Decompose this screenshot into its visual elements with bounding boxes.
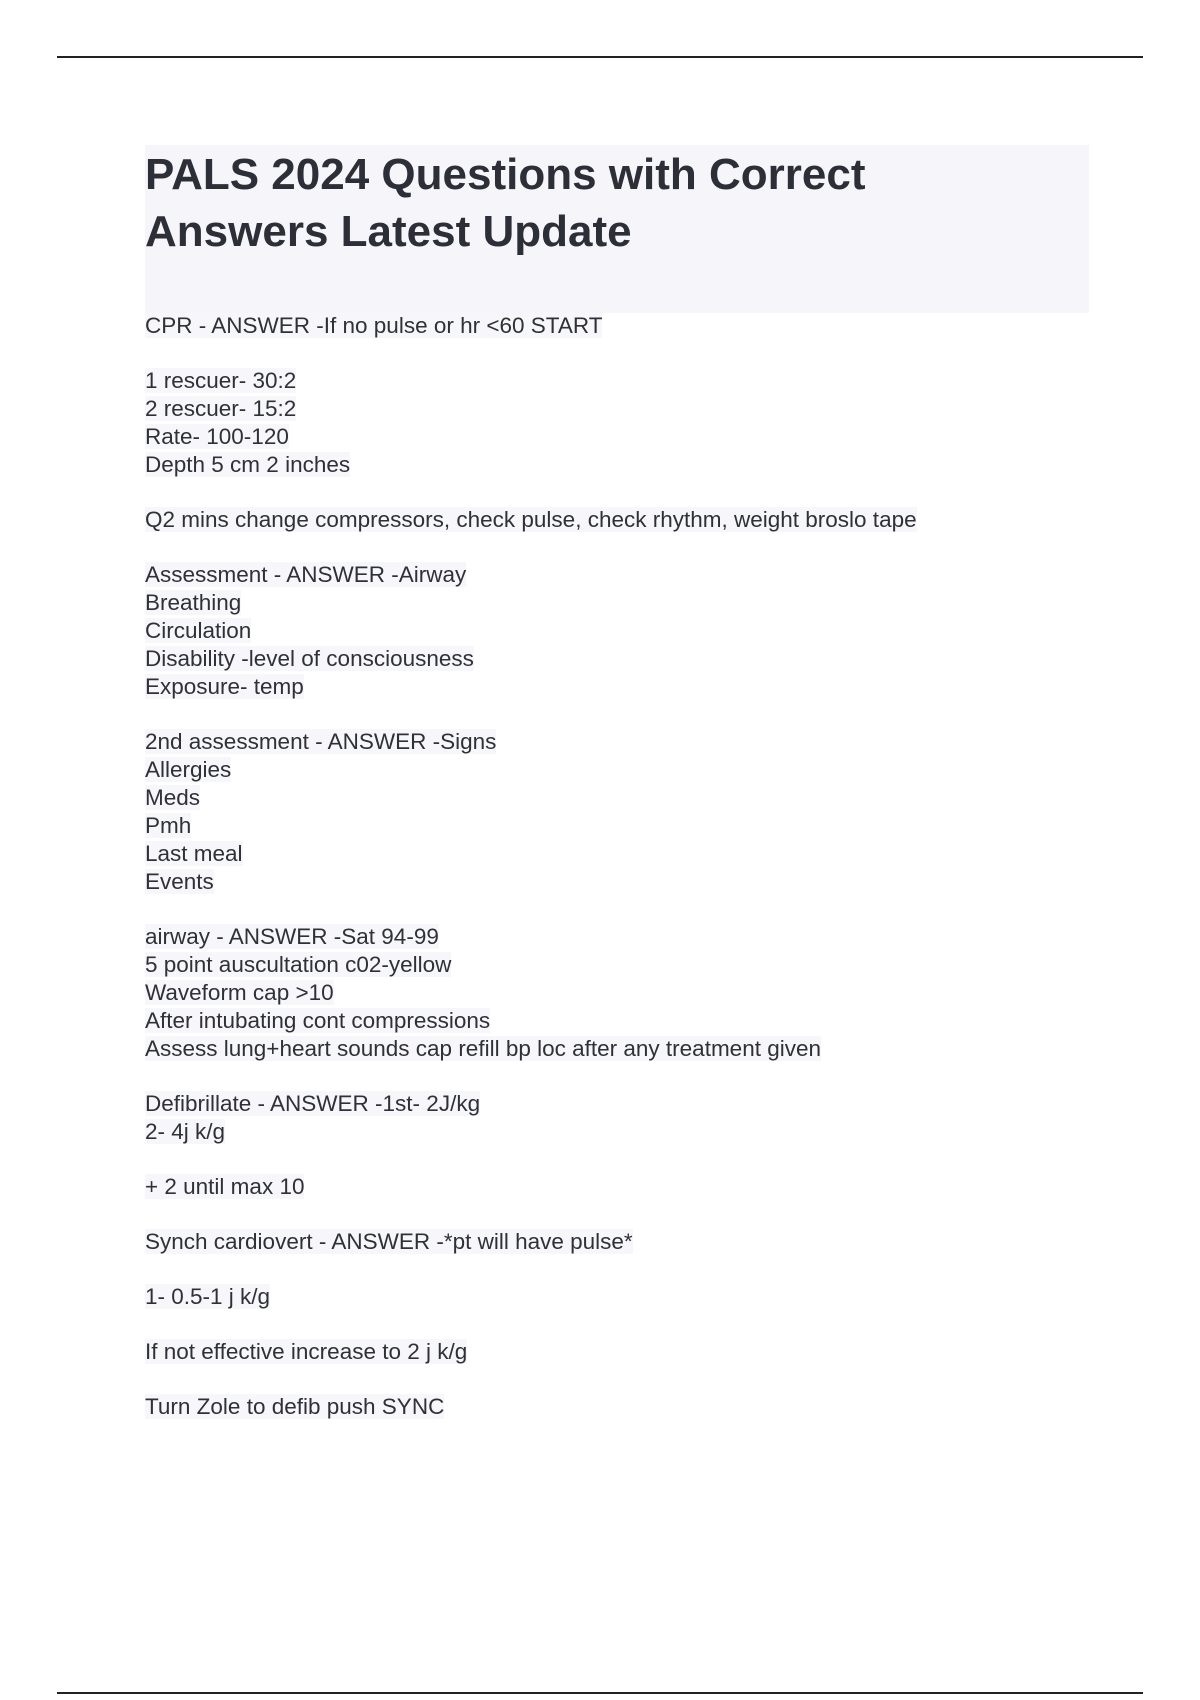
qa-block [145,1393,1105,1421]
text-line-content: CPR - ANSWER -If no pulse or hr <60 START [145,313,603,338]
qa-block [145,1228,1105,1256]
text-line [145,617,1105,645]
page-title [145,146,1089,260]
text-line-content: After intubating cont compressions [145,1008,491,1033]
top-rule [57,56,1143,58]
qa-block [145,367,1105,479]
text-line-content: Pmh [145,813,192,838]
text-line-content: Circulation [145,618,252,643]
text-line-content: 2- 4j k/g [145,1119,226,1144]
text-line [145,812,1105,840]
text-line-content: Breathing [145,590,242,615]
text-line [145,756,1105,784]
title-line-1: PALS 2024 Questions with Correct [145,150,866,199]
text-line [145,395,1105,423]
text-line-content: Synch cardiovert - ANSWER -*pt will have pulse* [145,1229,633,1254]
text-line-content: Disability -level of consciousness [145,646,474,671]
text-line [145,451,1105,479]
text-line-content: If not effective increase to 2 j k/g [145,1339,468,1364]
text-line [145,923,1105,951]
text-line-content: Rate- 100-120 [145,424,289,449]
qa-block [145,1283,1105,1311]
text-line-content: Waveform cap >10 [145,980,334,1005]
text-line [145,506,1105,534]
text-line-content: Meds [145,785,201,810]
text-line [145,312,1105,340]
text-line [145,979,1105,1007]
text-line-content: Events [145,869,214,894]
text-line [145,645,1105,673]
text-line [145,367,1105,395]
text-line [145,673,1105,701]
document-body [145,312,1105,1448]
qa-block [145,1338,1105,1366]
qa-block [145,506,1105,534]
text-line [145,561,1105,589]
text-line-content: 2 rescuer- 15:2 [145,396,297,421]
text-line [145,589,1105,617]
qa-block [145,312,1105,340]
text-line [145,1338,1105,1366]
text-line-content: 1- 0.5-1 j k/g [145,1284,271,1309]
text-line [145,1118,1105,1146]
text-line [145,1173,1105,1201]
title-box [145,145,1089,313]
text-line [145,1393,1105,1421]
text-line-content: Defibrillate - ANSWER -1st- 2J/kg [145,1091,481,1116]
qa-block [145,728,1105,896]
qa-block [145,923,1105,1063]
text-line [145,1035,1105,1063]
text-line-content: Allergies [145,757,232,782]
text-line [145,1283,1105,1311]
text-line-content: Turn Zole to defib push SYNC [145,1394,445,1419]
text-line [145,840,1105,868]
text-line [145,1090,1105,1118]
qa-block [145,1173,1105,1201]
text-line-content: Depth 5 cm 2 inches [145,452,351,477]
text-line-content: Exposure- temp [145,674,304,699]
text-line-content: 2nd assessment - ANSWER -Signs [145,729,497,754]
text-line-content: Assess lung+heart sounds cap refill bp loc after any treatment given [145,1036,821,1061]
text-line-content: airway - ANSWER -Sat 94-99 [145,924,439,949]
text-line-content: 1 rescuer- 30:2 [145,368,297,393]
text-line-content: Last meal [145,841,243,866]
text-line [145,1007,1105,1035]
bottom-rule [57,1692,1143,1694]
text-line-content: Q2 mins change compressors, check pulse, check rhythm, weight broslo tape [145,507,917,532]
text-line-content: + 2 until max 10 [145,1174,305,1199]
title-line-2: Answers Latest Update [145,207,632,256]
text-line [145,1228,1105,1256]
text-line [145,784,1105,812]
text-line [145,868,1105,896]
qa-block [145,1090,1105,1146]
text-line [145,951,1105,979]
text-line-content: 5 point auscultation c02-yellow [145,952,452,977]
text-line-content: Assessment - ANSWER -Airway [145,562,467,587]
text-line [145,423,1105,451]
text-line [145,728,1105,756]
qa-block [145,561,1105,701]
